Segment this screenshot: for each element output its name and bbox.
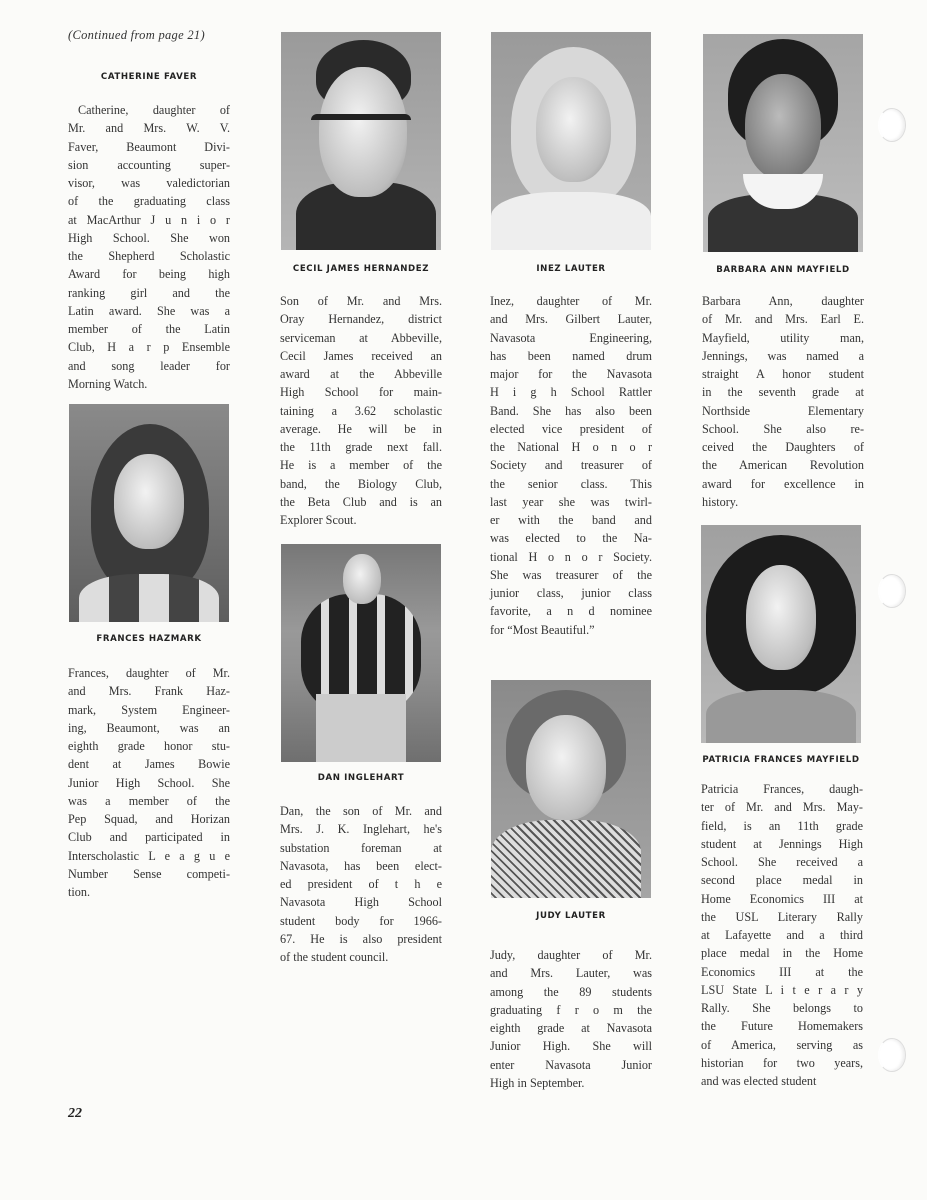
name-caption: CECIL JAMES HERNANDEZ [292,264,430,274]
text-line: Number Sense competi- [68,866,230,881]
text-line: tion. [68,885,91,899]
text-line: the 11th grade next fall. [280,440,442,454]
binder-hole-icon [878,108,906,142]
text-line: Jennings, was named a [702,348,864,363]
text-line: Rally. She belongs to [701,1001,863,1015]
profile-text [280,292,442,529]
text-line: student at Jennings High [701,836,863,851]
text-line: Home Economics III at [701,891,863,906]
text-line: ed president of t h e [280,877,442,891]
text-line: Club, H a r p Ensemble [68,340,230,355]
profile-text [701,780,863,1090]
text-line: tional H o n o r Society. [490,549,652,564]
profile-text [702,292,864,511]
page-number: 22 [68,1106,82,1121]
text-line: substation foreman at [280,840,442,855]
portrait-photo [281,32,441,250]
text-line: the USL Literary Rally [701,909,863,924]
text-line: Cecil James received an [280,348,442,363]
text-line: and Mrs. Frank Haz- [68,684,230,699]
text-line: of the student council. [280,950,389,964]
name-caption: PATRICIA FRANCES MAYFIELD [702,755,860,765]
text-line: Dan, the son of Mr. and [280,804,442,818]
text-line: Inez, daughter of Mr. [490,294,652,308]
text-line: member of the Latin [68,322,230,336]
text-line: favorite, a n d nominee [490,604,652,619]
text-line: at Lafayette and a third [701,928,863,942]
portrait-photo [491,680,651,898]
portrait-photo [281,544,441,762]
text-line: Frances, daughter of Mr. [68,666,230,680]
portrait-photo [701,525,861,743]
text-line: and song leader for [68,358,230,373]
text-line: School. She received a [701,855,863,869]
text-line: student body for 1966- [280,913,442,928]
text-line: the American Revolution [702,458,864,473]
profile-text [280,802,442,966]
text-line: the Future Homemakers [701,1019,863,1034]
text-line: at MacArthur J u n i o r [68,212,230,227]
text-line: He is a member of the [280,458,442,473]
text-line: Navasota, has been elect- [280,858,442,873]
text-line: has been named drum [490,348,652,363]
text-line: Barbara Ann, daughter [702,294,864,308]
text-line: Band. She has also been [490,403,652,418]
profile-text [68,664,230,901]
text-line: visor, was valedictorian [68,176,230,190]
binder-hole-icon [878,574,906,608]
text-line: major for the Navasota [490,367,652,381]
text-line: band, the Biology Club, [280,476,442,491]
text-line: Catherine, daughter of [78,103,230,117]
text-line: Northside Elementary [702,403,864,418]
text-line: was a member of the [68,793,230,808]
name-caption: INEZ LAUTER [536,264,606,274]
continued-note: (Continued from page 21) [68,28,205,42]
text-line: among the 89 students [490,984,652,999]
text-line: was elected to the Na- [490,531,652,546]
text-line: Junior High. She will [490,1039,652,1054]
text-line: the Shepherd Scholastic [68,249,230,263]
text-line: Navasota High School [280,895,442,910]
text-line: historian for two years, [701,1055,863,1070]
text-line: 67. He is also president [280,931,442,946]
text-line: Faver, Beaumont Divi- [68,139,230,154]
text-line: straight A honor student [702,367,864,381]
text-line: ter of Mr. and Mrs. May- [701,800,863,815]
text-line: School. She also re- [702,421,864,436]
text-line: Morning Watch. [68,376,148,391]
text-line: in the seventh grade at [702,385,864,400]
portrait-photo [69,404,229,622]
text-line: mark, System Engineer- [68,702,230,717]
text-line: Navasota Engineering, [490,330,652,345]
text-line: enter Navasota Junior [490,1057,652,1072]
text-line: Club and participated in [68,830,230,845]
text-line: last year she was twirl- [490,494,652,509]
text-line: Judy, daughter of Mr. [490,948,652,962]
text-line: and Mrs. Lauter, was [490,966,652,981]
profile-text [490,946,652,1092]
name-caption: FRANCES HAZMARK [96,634,202,644]
text-line: ranking girl and the [68,285,230,300]
text-line: High School. She won [68,230,230,245]
text-line: place medal in the Home [701,946,863,961]
text-line: award at the Abbeville [280,367,442,381]
name-caption: JUDY LAUTER [536,911,606,921]
text-line: Junior High School. She [68,775,230,790]
profile-text [490,292,652,639]
text-line: She was treasurer of the [490,567,652,582]
text-line: High School for main- [280,385,442,400]
text-line: H i g h School Rattler [490,385,652,400]
text-line: Oray Hernandez, district [280,312,442,327]
text-line: dent at James Bowie [68,757,230,772]
text-line: Mayfield, utility man, [702,330,864,345]
text-line: Pep Squad, and Horizan [68,812,230,826]
portrait-photo [491,32,651,250]
text-line: of Mr. and Mrs. Earl E. [702,312,864,327]
text-line: eighth grade at Navasota [490,1021,652,1035]
text-line: Latin award. She was a [68,303,230,318]
text-line: history. [702,494,739,509]
text-line: the Beta Club and is an [280,494,442,509]
text-line: graduating f r o m the [490,1002,652,1017]
text-line: er with the band and [490,513,652,527]
text-line: and Mrs. Gilbert Lauter, [490,312,652,327]
text-line: of the graduating class [68,194,230,209]
text-line: junior class, junior class [490,586,652,600]
text-line: of America, serving as [701,1037,863,1052]
text-line: sion accounting super- [68,157,230,172]
text-line: the senior class. This [490,476,652,491]
text-line: Economics III at the [701,964,863,979]
text-line: ceived the Daughters of [702,440,864,454]
text-line: second place medal in [701,873,863,888]
text-line: Mr. and Mrs. W. V. [68,121,230,136]
text-line: Society and treasurer of [490,458,652,473]
text-line: Award for being high [68,267,230,282]
text-line: Son of Mr. and Mrs. [280,294,442,308]
name-caption: BARBARA ANN MAYFIELD [716,265,850,275]
text-line: High in September. [490,1075,585,1090]
text-line: Mrs. J. K. Inglehart, he's [280,822,442,837]
text-line: ing, Beaumont, was an [68,720,230,735]
text-line: Explorer Scout. [280,513,357,527]
text-line: average. He will be in [280,421,442,436]
text-line: serviceman at Abbeville, [280,330,442,345]
text-line: taining a 3.62 scholastic [280,403,442,418]
text-line: the National H o n o r [490,440,652,454]
text-line: elected vice president of [490,421,652,436]
binder-hole-icon [878,1038,906,1072]
text-line: eighth grade honor stu- [68,739,230,753]
text-line: Patricia Frances, daugh- [701,782,863,796]
text-line: LSU State L i t e r a r y [701,982,863,997]
name-caption: DAN INGLEHART [317,773,405,783]
text-line: for “Most Beautiful.” [490,622,595,637]
text-line: field, is an 11th grade [701,818,863,833]
text-line: and was elected student [701,1074,817,1088]
name-caption: CATHERINE FAVER [100,72,198,82]
text-line: Interscholastic L e a g u e [68,848,230,863]
text-line: award for excellence in [702,476,864,491]
portrait-photo [703,34,863,252]
profile-text [68,101,230,393]
